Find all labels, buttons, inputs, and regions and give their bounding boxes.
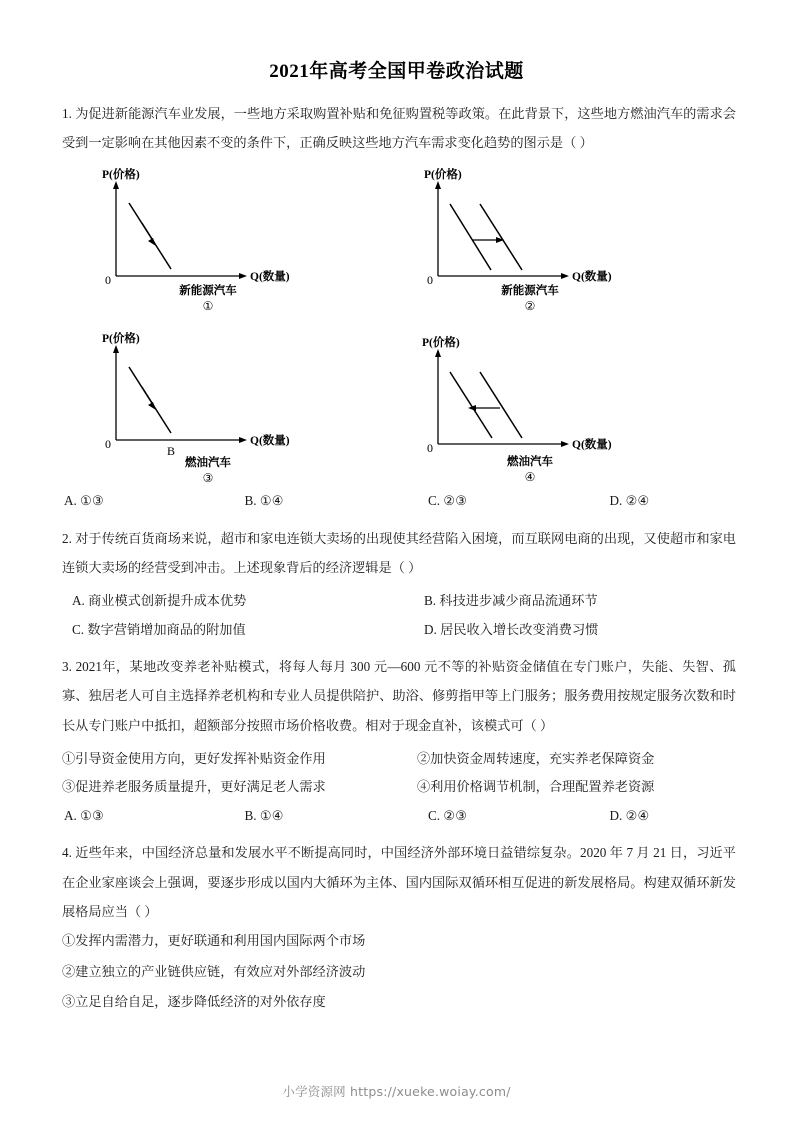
question-3-options — [62, 803, 736, 829]
chart-1-caption: 新能源汽车 — [179, 284, 237, 297]
chart-1-y-label: P(价格) — [102, 168, 140, 181]
chart-4-x-arrowhead — [561, 441, 569, 447]
question-1-stem: 1. 为促进新能源汽车业发展，一些地方采取购置补贴和免征购置税等政策。在此背景下，这些地方燃油汽车的需求会受到一定影响在其他因素不变的条件下，正确反映这些地方汽车需求变化趋势的图示是（ ） — [62, 106, 736, 151]
chart-3-x-label: Q(数量) — [250, 434, 290, 447]
question-2-option-c[interactable]: C. 数字营销增加商品的附加值 — [72, 621, 246, 637]
chart-3-y-label: P(价格) — [102, 332, 140, 345]
page-title: 2021年高考全国甲卷政治试题 — [269, 61, 524, 82]
chart-4-caption: 燃油汽车 — [507, 455, 553, 468]
chart-2-shift-arrow — [472, 237, 504, 243]
question-3-statement-1: ①引导资金使用方向，更好发挥补贴资金作用 — [62, 751, 326, 767]
chart-3-x-arrowhead — [239, 437, 247, 443]
question-2-options-row-1 — [62, 588, 736, 614]
question-3-option-b[interactable]: B. ①④ — [244, 807, 284, 823]
question-4-stem: 4. 近些年来，中国经济总量和发展水平不断提高同时，中国经济外部环境日益错综复杂。2020 年 7 月 21 日，习近平在企业家座谈会上强调，要逐步形成以国内大循环为主体、国内国际双循环相互促进的新发展格局。构建双循环新发展格局应当（ ） — [62, 845, 736, 919]
question-4-statement-3: ③立足自给自足，逐步降低经济的对外依存度 — [62, 993, 326, 1009]
chart-3-y-arrowhead — [113, 345, 119, 353]
question-3-statements-row-1 — [62, 746, 736, 772]
question-2-stem: 2. 对于传统百货商场来说，超市和家电连锁大卖场的出现使其经营陷入困境，而互联网电商的出现，又使超市和家电连锁大卖场的经营受到冲击。上述现象背后的经济逻辑是（ ） — [62, 530, 736, 576]
question-3-statements-row-2 — [62, 774, 736, 800]
chart-2 — [396, 168, 706, 314]
chart-1-x-label: Q(数量) — [250, 270, 290, 283]
chart-4-x-label: Q(数量) — [572, 438, 612, 451]
chart-row-top — [62, 168, 736, 314]
question-3-option-c[interactable]: C. ②③ — [428, 807, 468, 823]
question-1-option-a[interactable]: A. ①③ — [64, 493, 104, 509]
question-2-option-b[interactable]: B. 科技进步减少商品流通环节 — [424, 593, 598, 609]
chart-3-svg — [74, 332, 374, 457]
question-4-statement-1: ①发挥内需潜力，更好联通和利用国内国际两个市场 — [62, 933, 366, 949]
chart-3-caption-block — [32, 456, 384, 486]
chart-2-number: ② — [524, 298, 536, 313]
chart-2-x-label: Q(数量) — [572, 270, 612, 283]
question-1-option-d[interactable]: D. ②④ — [609, 493, 650, 509]
chart-3 — [74, 332, 384, 486]
page-content — [0, 99, 793, 1017]
chart-1 — [74, 168, 384, 314]
chart-3-extra-label: B — [167, 443, 176, 457]
chart-2-svg — [396, 168, 696, 288]
question-1-option-c[interactable]: C. ②③ — [428, 493, 468, 509]
question-2-option-a[interactable]: A. 商业模式创新提升成本优势 — [72, 593, 247, 609]
chart-1-y-arrowhead — [113, 181, 119, 189]
chart-2-caption: 新能源汽车 — [501, 284, 559, 297]
chart-2-caption-block — [354, 284, 706, 314]
chart-4-caption-block — [354, 455, 706, 485]
chart-1-origin-label: 0 — [105, 272, 111, 287]
chart-2-demand-curve-shifted — [480, 204, 522, 270]
chart-4-svg — [396, 332, 696, 457]
chart-4-number: ④ — [524, 470, 536, 485]
chart-4-y-label: P(价格) — [422, 336, 460, 349]
chart-4-origin-label: 0 — [427, 440, 433, 455]
chart-4-shift-arrow — [468, 405, 500, 411]
chart-row-bottom — [62, 332, 736, 486]
chart-4-y-arrowhead — [435, 349, 441, 357]
question-1-figure-group — [62, 168, 736, 487]
chart-1-number: ① — [202, 298, 214, 313]
chart-3-caption: 燃油汽车 — [185, 456, 231, 469]
chart-3-origin-label: 0 — [105, 436, 111, 451]
question-2-options-row-2 — [62, 617, 736, 643]
chart-2-x-arrowhead — [561, 273, 569, 279]
question-2-option-d[interactable]: D. 居民收入增长改变消费习惯 — [424, 621, 599, 637]
question-3-statements — [62, 746, 736, 801]
question-4-statements — [62, 926, 736, 1017]
question-3-statement-2: ②加快资金周转速度，充实养老保障资金 — [417, 751, 655, 767]
question-3-option-a[interactable]: A. ①③ — [64, 807, 104, 823]
chart-2-origin-label: 0 — [427, 272, 433, 287]
question-3-option-d[interactable]: D. ②④ — [609, 807, 650, 823]
question-3-statement-3: ③促进养老服务质量提升，更好满足老人需求 — [62, 779, 326, 795]
question-3-stem: 3. 2021年，某地改变养老补贴模式，将每人每月 300 元—600 元不等的补贴资金储值在专门账户，失能、失智、孤寡、独居老人可自主选择养老机构和专业人员提供陪护、助浴、修剪指甲等上门服务；服务费用按规定服务次数和时长从专门账户中抵扣，超额部分按照市场价格收费。相对于现金直补，该模式可（ ） — [62, 659, 736, 733]
chart-2-y-arrowhead — [435, 181, 441, 189]
chart-2-demand-curve-original — [450, 204, 491, 270]
chart-1-curve-arrow — [142, 223, 156, 246]
chart-3-curve-arrow — [142, 387, 156, 410]
chart-3-number: ③ — [202, 471, 214, 486]
chart-1-x-arrowhead — [239, 273, 247, 279]
footer-watermark: 小学资源网 https://xueke.woiay.com/ — [282, 1084, 511, 1099]
question-1-options — [62, 488, 736, 514]
chart-1-caption-block — [32, 284, 384, 314]
question-1-option-b[interactable]: B. ①④ — [244, 493, 284, 509]
question-4-statement-2: ②建立独立的产业链供应链，有效应对外部经济波动 — [62, 963, 366, 979]
question-3-statement-4: ④利用价格调节机制，合理配置养老资源 — [417, 779, 655, 795]
chart-4 — [396, 332, 706, 486]
chart-1-svg — [74, 168, 374, 288]
question-2-options — [62, 588, 736, 643]
chart-2-y-label: P(价格) — [424, 168, 462, 181]
